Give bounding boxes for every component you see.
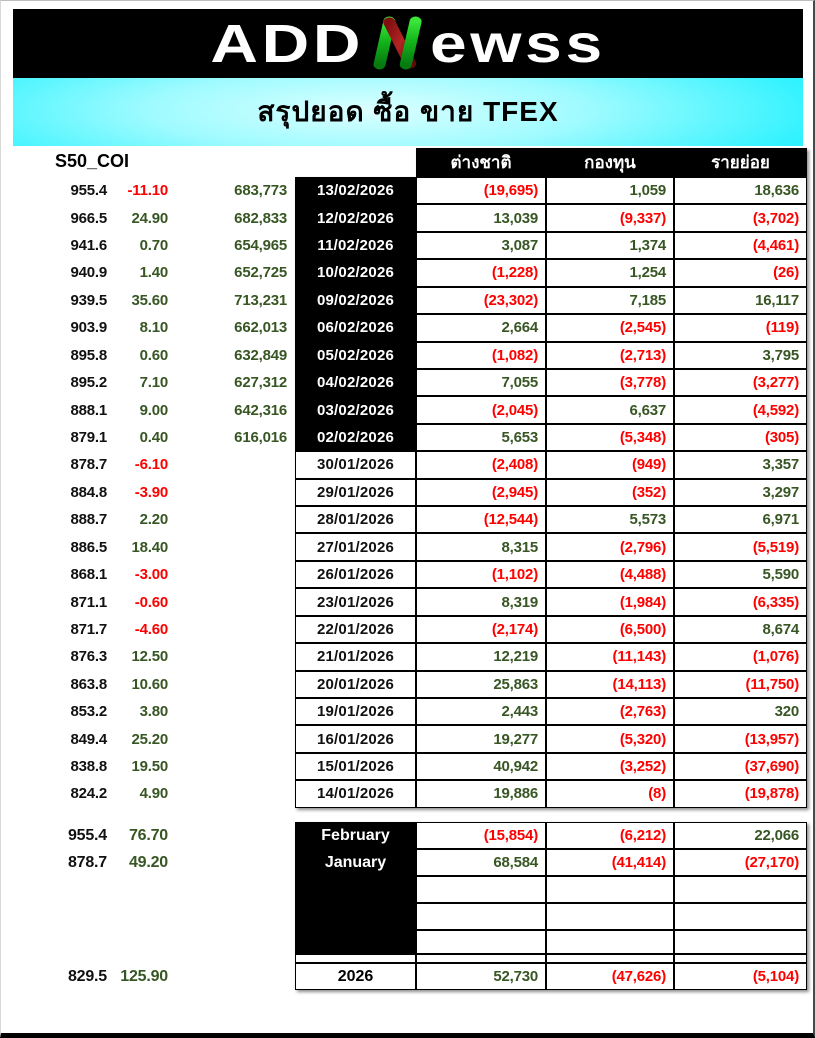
left-monthly-row [1, 849, 168, 876]
s50-price: 863.8 [70, 675, 107, 693]
s50-price: 941.6 [70, 237, 107, 255]
retail-cell: 3,357 [674, 451, 807, 478]
left-daily-row [1, 753, 287, 780]
s50-change: 25.20 [131, 730, 168, 748]
open-interest: 616,016 [234, 429, 287, 446]
s50-change: 2.20 [139, 511, 168, 529]
retail-cell: 22,066 [674, 822, 807, 849]
left-daily-row [1, 177, 287, 204]
s50-change: 24.90 [131, 209, 168, 227]
fund-cell: (14,113) [546, 671, 674, 698]
left-daily-row [1, 259, 287, 286]
s50-change: 3.80 [139, 703, 168, 721]
s50-change: 8.10 [139, 319, 168, 337]
s50-price: 895.2 [70, 374, 107, 392]
open-interest: 682,833 [234, 209, 287, 227]
date-cell: 13/02/2026 [295, 177, 416, 204]
year-label: 2026 [295, 963, 416, 990]
s50-price: 871.7 [70, 620, 107, 638]
left-daily-row [1, 451, 287, 478]
date-cell: 20/01/2026 [295, 671, 416, 698]
left-daily-row [1, 588, 287, 615]
left-daily-row [1, 424, 287, 451]
s50-price: 884.8 [70, 483, 107, 501]
fund-cell: (949) [546, 451, 674, 478]
s50-change: 0.70 [139, 237, 168, 255]
s50-change: 0.40 [139, 429, 168, 446]
top-bar [13, 9, 803, 78]
date-cell: 16/01/2026 [295, 725, 416, 752]
left-daily-row [1, 643, 287, 670]
retail-cell: (5,104) [674, 963, 807, 990]
fund-cell: (6,212) [546, 822, 674, 849]
foreign-cell: (23,302) [416, 287, 546, 314]
s50-price: 879.1 [70, 429, 107, 446]
monthly-grid [295, 822, 807, 990]
s50-change: 125.90 [120, 967, 168, 985]
s50-price: 955.4 [70, 182, 107, 200]
retail-cell: 3,297 [674, 479, 807, 506]
fund-cell: 1,374 [546, 232, 674, 259]
s50-change: -4.60 [134, 620, 168, 638]
s50-price: 886.5 [70, 538, 107, 556]
open-interest: 642,316 [234, 401, 287, 419]
fund-cell: 1,059 [546, 177, 674, 204]
date-cell: 26/01/2026 [295, 561, 416, 588]
retail-cell: 18,636 [674, 177, 807, 204]
date-cell: 28/01/2026 [295, 506, 416, 533]
logo-text-add: ADD [210, 13, 365, 74]
fund-cell: (41,414) [546, 849, 674, 876]
s50-change: -3.00 [134, 566, 168, 584]
s50-price: 878.7 [70, 456, 107, 474]
separator-cell [295, 954, 416, 963]
left-daily-row [1, 232, 287, 259]
date-cell: 14/01/2026 [295, 780, 416, 807]
open-interest: 662,013 [234, 319, 287, 337]
date-cell: 02/02/2026 [295, 424, 416, 451]
date-cell: 05/02/2026 [295, 342, 416, 369]
s50-price: 888.1 [70, 401, 107, 419]
s50-price: 966.5 [70, 209, 107, 227]
foreign-cell: (2,045) [416, 396, 546, 423]
fund-cell: (2,763) [546, 698, 674, 725]
s50-change: 10.60 [131, 675, 168, 693]
fund-cell: (47,626) [546, 963, 674, 990]
left-daily-row [1, 287, 287, 314]
page-title: สรุปยอด ซื้อ ขาย TFEX [257, 96, 559, 127]
retail-cell: (11,750) [674, 671, 807, 698]
s50-change: -6.10 [134, 456, 168, 474]
s50-change: 1.40 [139, 264, 168, 282]
separator-cell [546, 954, 674, 963]
s50-change: -0.60 [134, 593, 168, 611]
s50-price: 940.9 [70, 264, 107, 282]
date-cell: 19/01/2026 [295, 698, 416, 725]
logo-text-ewss: ewss [429, 13, 606, 74]
fund-cell: 7,185 [546, 287, 674, 314]
column-header: รายย่อย [674, 148, 807, 177]
left-daily-row [1, 780, 287, 807]
s50-price: 871.1 [70, 593, 107, 611]
retail-cell: 3,795 [674, 342, 807, 369]
candlestick-n-icon [365, 14, 428, 72]
retail-cell: (3,277) [674, 369, 807, 396]
left-daily-row [1, 698, 287, 725]
addnewss-logo [210, 14, 605, 74]
s50-change: 7.10 [139, 374, 168, 392]
column-header: ต่างชาติ [416, 148, 546, 177]
left-year-row [1, 963, 168, 990]
empty-cell [674, 930, 807, 954]
empty-cell [416, 903, 546, 930]
retail-cell: 16,117 [674, 287, 807, 314]
title-banner [13, 78, 803, 146]
s50-price: 955.4 [67, 826, 107, 844]
left-daily-row [1, 725, 287, 752]
foreign-cell: (12,544) [416, 506, 546, 533]
empty-cell [416, 930, 546, 954]
retail-cell: (3,702) [674, 204, 807, 231]
fund-cell: (5,348) [546, 424, 674, 451]
retail-cell: (37,690) [674, 753, 807, 780]
foreign-cell: 52,730 [416, 963, 546, 990]
empty-cell [416, 876, 546, 903]
retail-cell: (27,170) [674, 849, 807, 876]
foreign-cell: 19,886 [416, 780, 546, 807]
left-daily-row [1, 506, 287, 533]
left-daily-row [1, 561, 287, 588]
foreign-cell: 12,219 [416, 643, 546, 670]
foreign-cell: 5,653 [416, 424, 546, 451]
retail-cell: (13,957) [674, 725, 807, 752]
fund-cell: (352) [546, 479, 674, 506]
s50-price: 838.8 [70, 758, 107, 776]
s50-price: 868.1 [70, 566, 107, 584]
left-daily-row [1, 396, 287, 423]
left-daily-row [1, 314, 287, 341]
retail-cell: (19,878) [674, 780, 807, 807]
retail-cell: (4,592) [674, 396, 807, 423]
s50-price: 849.4 [70, 730, 107, 748]
s50-price: 853.2 [70, 703, 107, 721]
date-cell: 22/01/2026 [295, 616, 416, 643]
open-interest: 627,312 [234, 374, 287, 392]
foreign-cell: 13,039 [416, 204, 546, 231]
month-label-empty [295, 930, 416, 954]
foreign-cell: 7,055 [416, 369, 546, 396]
fund-cell: (5,320) [546, 725, 674, 752]
retail-cell: (119) [674, 314, 807, 341]
fund-cell: (6,500) [546, 616, 674, 643]
left-daily-row [1, 204, 287, 231]
s50-change: -3.90 [134, 483, 168, 501]
fund-cell: (2,545) [546, 314, 674, 341]
fund-cell: (3,778) [546, 369, 674, 396]
foreign-cell: (1,082) [416, 342, 546, 369]
foreign-cell: 3,087 [416, 232, 546, 259]
foreign-cell: 19,277 [416, 725, 546, 752]
left-daily-row [1, 616, 287, 643]
s50-price: 939.5 [70, 291, 107, 309]
empty-cell [546, 876, 674, 903]
retail-cell: 5,590 [674, 561, 807, 588]
s50-price: 876.3 [70, 648, 107, 666]
retail-cell: (1,076) [674, 643, 807, 670]
foreign-cell: (1,228) [416, 259, 546, 286]
s50-change: 12.50 [131, 648, 168, 666]
fund-cell: 6,637 [546, 396, 674, 423]
retail-cell: 320 [674, 698, 807, 725]
fund-cell: (1,984) [546, 588, 674, 615]
left-daily-row [1, 342, 287, 369]
left-year-row-values [1, 963, 168, 990]
foreign-cell: 2,664 [416, 314, 546, 341]
retail-cell: 6,971 [674, 506, 807, 533]
separator-cell [674, 954, 807, 963]
left-monthly-row [1, 822, 168, 849]
date-cell: 23/01/2026 [295, 588, 416, 615]
month-label: February [295, 822, 416, 849]
foreign-cell: 8,315 [416, 533, 546, 560]
s50-change: 9.00 [139, 401, 168, 419]
foreign-cell: 68,584 [416, 849, 546, 876]
date-cell: 30/01/2026 [295, 451, 416, 478]
open-interest: 652,725 [234, 264, 287, 282]
left-daily-row [1, 671, 287, 698]
daily-grid [295, 148, 807, 808]
retail-cell: 8,674 [674, 616, 807, 643]
foreign-cell: (2,945) [416, 479, 546, 506]
month-label-empty [295, 876, 416, 903]
foreign-cell: (1,102) [416, 561, 546, 588]
foreign-cell: (19,695) [416, 177, 546, 204]
empty-cell [546, 903, 674, 930]
date-cell: 11/02/2026 [295, 232, 416, 259]
fund-cell: (9,337) [546, 204, 674, 231]
date-cell: 21/01/2026 [295, 643, 416, 670]
s50-change: 19.50 [131, 758, 168, 776]
foreign-cell: 40,942 [416, 753, 546, 780]
empty-cell [674, 903, 807, 930]
foreign-cell: (2,174) [416, 616, 546, 643]
date-cell: 06/02/2026 [295, 314, 416, 341]
s50-change: 76.70 [128, 826, 168, 844]
open-interest: 654,965 [234, 237, 287, 255]
left-daily-rows [1, 177, 287, 808]
left-daily-row [1, 369, 287, 396]
open-interest: 713,231 [234, 291, 287, 309]
s50-price: 824.2 [70, 785, 107, 803]
date-cell: 29/01/2026 [295, 479, 416, 506]
s50-price: 888.7 [70, 511, 107, 529]
empty-cell [546, 930, 674, 954]
separator-cell [416, 954, 546, 963]
left-monthly-rows [1, 822, 168, 876]
s50-change: 18.40 [131, 538, 168, 556]
s50-coi-label: S50_COI [55, 151, 130, 171]
open-interest: 632,849 [234, 346, 287, 364]
date-cell: 09/02/2026 [295, 287, 416, 314]
s50-change: 35.60 [131, 291, 168, 309]
date-cell: 12/02/2026 [295, 204, 416, 231]
fund-cell: 1,254 [546, 259, 674, 286]
s50-price: 895.8 [70, 346, 107, 364]
retail-cell: (6,335) [674, 588, 807, 615]
s50-change: 4.90 [139, 785, 168, 803]
date-cell: 03/02/2026 [295, 396, 416, 423]
date-cell: 15/01/2026 [295, 753, 416, 780]
date-cell: 04/02/2026 [295, 369, 416, 396]
fund-cell: (3,252) [546, 753, 674, 780]
retail-cell: (305) [674, 424, 807, 451]
s50-change: 49.20 [128, 853, 168, 871]
s50-price: 878.7 [67, 853, 107, 871]
fund-cell: (8) [546, 780, 674, 807]
month-label: January [295, 849, 416, 876]
foreign-cell: 8,319 [416, 588, 546, 615]
open-interest: 683,773 [234, 182, 287, 200]
foreign-cell: 25,863 [416, 671, 546, 698]
foreign-cell: (15,854) [416, 822, 546, 849]
fund-cell: (2,713) [546, 342, 674, 369]
month-label-empty [295, 903, 416, 930]
column-header: กองทุน [546, 148, 674, 177]
retail-cell: (26) [674, 259, 807, 286]
date-cell: 27/01/2026 [295, 533, 416, 560]
left-daily-row [1, 479, 287, 506]
fund-cell: (11,143) [546, 643, 674, 670]
s50-price: 829.5 [67, 967, 107, 985]
fund-cell: (2,796) [546, 533, 674, 560]
fund-cell: 5,573 [546, 506, 674, 533]
header-spacer [295, 148, 416, 177]
s50-change: 0.60 [139, 346, 168, 364]
foreign-cell: 2,443 [416, 698, 546, 725]
retail-cell: (4,461) [674, 232, 807, 259]
fund-cell: (4,488) [546, 561, 674, 588]
date-cell: 10/02/2026 [295, 259, 416, 286]
s50-change: -11.10 [127, 182, 168, 200]
foreign-cell: (2,408) [416, 451, 546, 478]
left-daily-row [1, 533, 287, 560]
retail-cell: (5,519) [674, 533, 807, 560]
empty-cell [674, 876, 807, 903]
s50-price: 903.9 [70, 319, 107, 337]
